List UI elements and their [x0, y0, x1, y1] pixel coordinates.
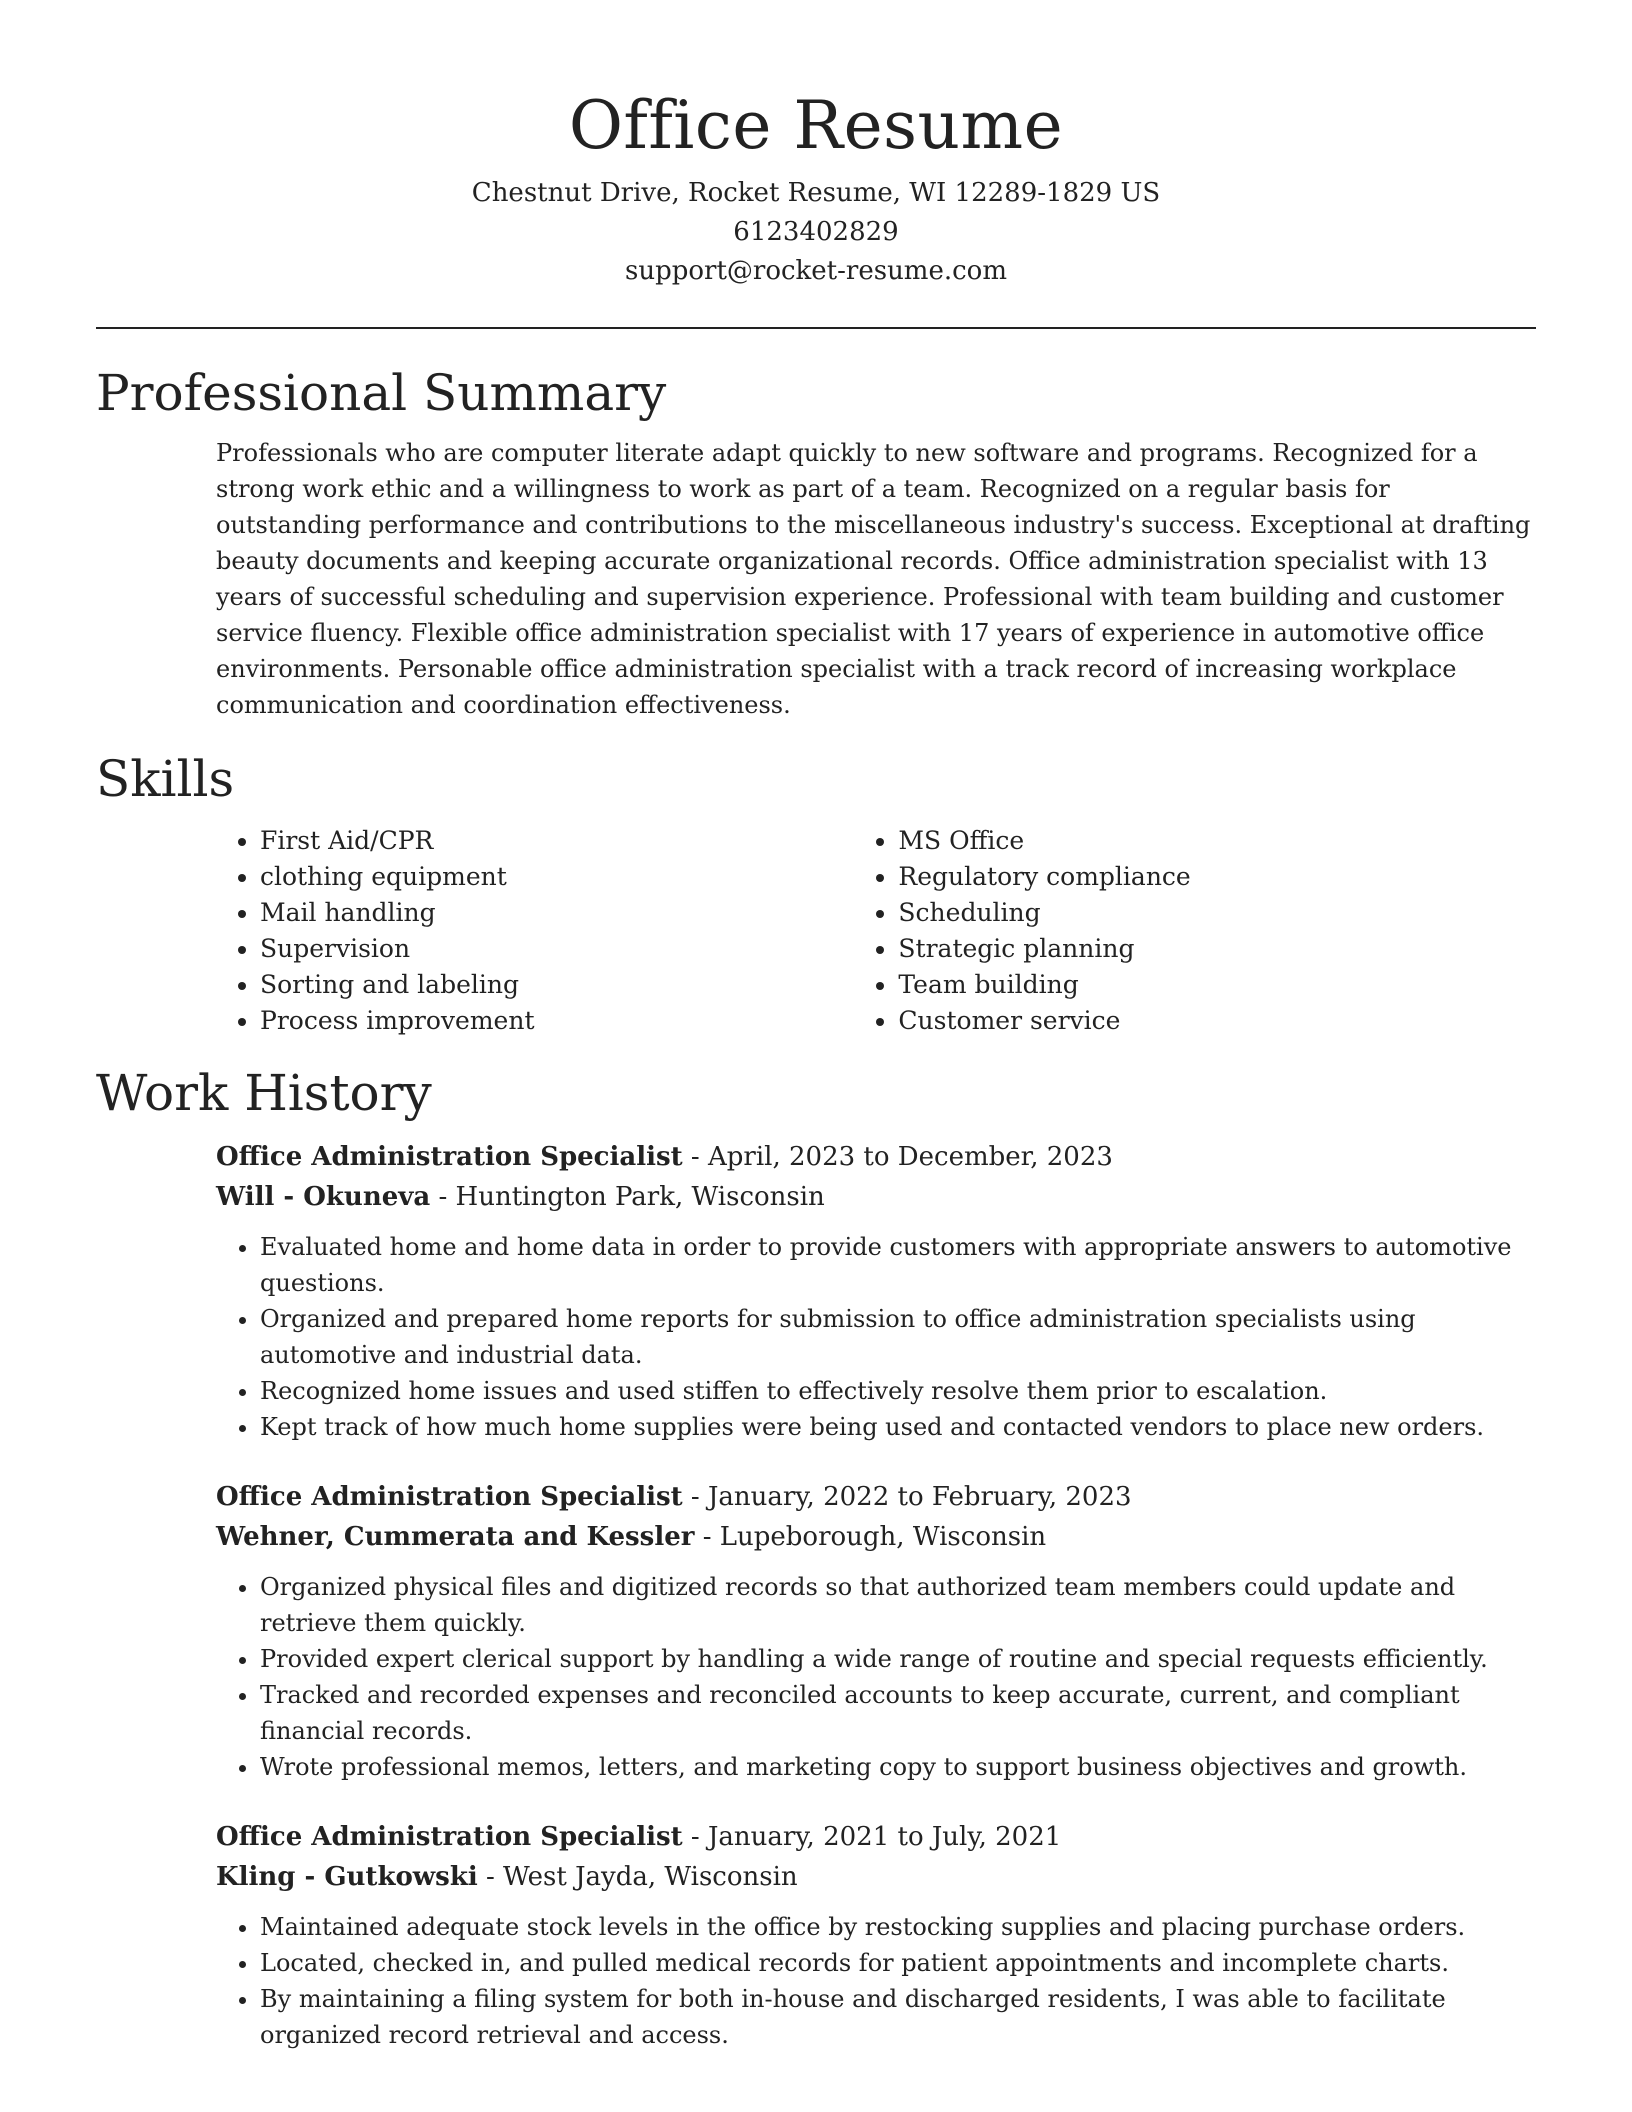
- job-company-line: [216, 1517, 1536, 1557]
- skill-item: • Regulatory compliance: [898, 859, 1536, 895]
- job-entry: [216, 1137, 1536, 1445]
- skill-item: • Team building: [898, 967, 1536, 1003]
- job-bullet: • Recognized home issues and used stiffen to effectively resolve them prior to escalation.: [260, 1373, 1536, 1409]
- job-entry: [216, 1477, 1536, 1785]
- summary-heading: Professional Summary: [96, 364, 667, 422]
- job-title-line: [216, 1477, 1536, 1517]
- job-role: Office Administration Specialist: [216, 1482, 683, 1512]
- job-dates: - January, 2022 to February, 2023: [682, 1482, 1132, 1512]
- summary-text: Professionals who are computer literate adapt quickly to new software and programs. Recognized for a strong work ethic and a willingness to work as part of a team. Recognized on a regular basis for outstanding performance and contributions to the miscellaneous industry's success. Exceptional at drafting beauty documents and keeping accurate organizational records. Office administration specialist with 13 years of successful scheduling and supervision experience. Professional with team building and customer service fluency. Flexible office administration specialist with 17 years of experience in automotive office environments. Personable office administration specialist with a track record of increasing workplace communication and coordination effectiveness.: [216, 439, 1531, 719]
- resume-page: [96, 0, 1536, 2053]
- job-bullet: • Provided expert clerical support by handling a wide range of routine and special requests efficiently.: [260, 1641, 1536, 1677]
- job-title-line: [216, 1817, 1536, 1857]
- job-location: - Lupeborough, Wisconsin: [694, 1522, 1047, 1552]
- job-dates: - April, 2023 to December, 2023: [682, 1142, 1113, 1172]
- job-company: Kling - Gutkowski: [216, 1862, 478, 1892]
- phone: 6123402829: [733, 217, 899, 247]
- job-company: Wehner, Cummerata and Kessler: [216, 1522, 695, 1552]
- header-divider: [96, 327, 1536, 329]
- work-history-heading: Work History: [96, 1064, 432, 1122]
- address: Chestnut Drive, Rocket Resume, WI 12289-1829 US: [471, 178, 1161, 208]
- job-bullet: • Wrote professional memos, letters, and marketing copy to support business objectives and growth.: [260, 1749, 1536, 1785]
- job-title-line: [216, 1137, 1536, 1177]
- resume-name: Office Resume: [568, 87, 1064, 164]
- skill-item: • Scheduling: [898, 895, 1536, 931]
- job-bullet: • Kept track of how much home supplies were being used and contacted vendors to place new orders.: [260, 1409, 1536, 1445]
- resume-header: [96, 0, 1536, 291]
- job-bullets: [216, 1909, 1536, 2053]
- skill-item: • MS Office: [898, 823, 1536, 859]
- job-bullets: [216, 1229, 1536, 1445]
- job-dates: - January, 2021 to July, 2021: [682, 1822, 1062, 1852]
- job-bullet: • Organized physical files and digitized records so that authorized team members could update and retrieve them quickly.: [260, 1569, 1536, 1641]
- job-bullet: • Tracked and recorded expenses and reconciled accounts to keep accurate, current, and compliant financial records.: [260, 1677, 1536, 1749]
- job-bullets: [216, 1569, 1536, 1785]
- job-bullet: • Organized and prepared home reports for submission to office administration specialists using automotive and industrial data.: [260, 1301, 1536, 1373]
- job-entry: [216, 1817, 1536, 2053]
- skill-item: • Supervision: [260, 931, 854, 967]
- skill-item: • clothing equipment: [260, 859, 854, 895]
- skills-list: [216, 823, 1536, 1039]
- job-company-line: [216, 1177, 1536, 1217]
- job-company-line: [216, 1857, 1536, 1897]
- skill-item: • First Aid/CPR: [260, 823, 854, 859]
- job-bullet: • Maintained adequate stock levels in the office by restocking supplies and placing purchase orders.: [260, 1909, 1536, 1945]
- email: support@rocket-resume.com: [624, 256, 1007, 286]
- contact-info: [96, 174, 1536, 291]
- job-location: - West Jayda, Wisconsin: [477, 1862, 798, 1892]
- skill-item: • Strategic planning: [898, 931, 1536, 967]
- skills-heading: Skills: [96, 750, 235, 808]
- skills-column-right: [854, 823, 1536, 1039]
- skills-column-left: [216, 823, 854, 1039]
- job-role: Office Administration Specialist: [216, 1822, 683, 1852]
- job-bullet: • By maintaining a filing system for both in-house and discharged residents, I was able to facilitate organized record retrieval and access.: [260, 1981, 1536, 2053]
- skill-item: • Sorting and labeling: [260, 967, 854, 1003]
- skill-item: • Customer service: [898, 1003, 1536, 1039]
- skill-item: • Mail handling: [260, 895, 854, 931]
- job-bullet: • Evaluated home and home data in order to provide customers with appropriate answers to automotive questions.: [260, 1229, 1536, 1301]
- skill-item: • Process improvement: [260, 1003, 854, 1039]
- job-bullet: • Located, checked in, and pulled medical records for patient appointments and incomplete charts.: [260, 1945, 1536, 1981]
- job-location: - Huntington Park, Wisconsin: [430, 1182, 825, 1212]
- job-role: Office Administration Specialist: [216, 1142, 683, 1172]
- job-company: Will - Okuneva: [216, 1182, 431, 1212]
